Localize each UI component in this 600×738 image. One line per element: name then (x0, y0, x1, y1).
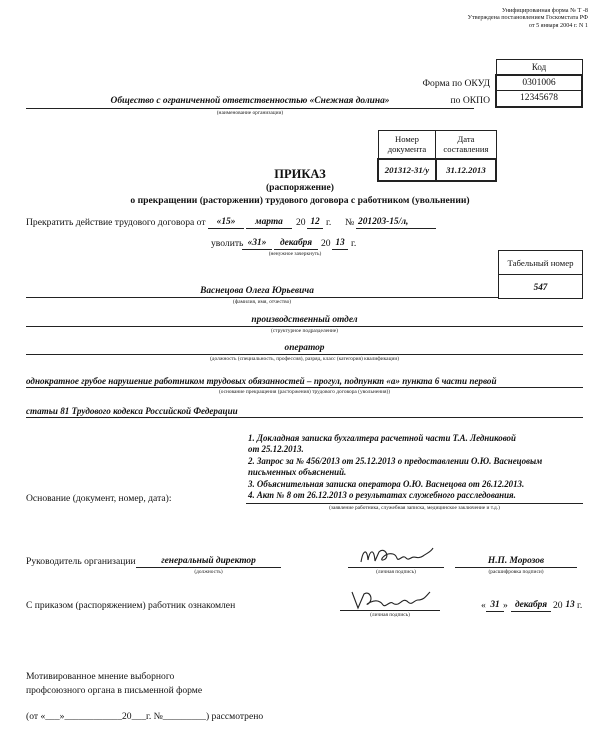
employee-name-caption: (фамилия, имя, отчество) (232, 299, 292, 305)
contract-day: «15» (216, 217, 236, 227)
header-line-3: от 5 января 2004 г. N 1 (528, 21, 588, 29)
okpo-value: 12345678 (496, 91, 582, 107)
dismiss-year-prefix: 20 (321, 238, 331, 249)
order-subtitle: (распоряжение) (265, 182, 335, 193)
ack-year-prefix: 20 (553, 600, 563, 611)
employee-signature-line (340, 610, 440, 611)
basis-item-3: 3. Объяснительная записка оператора О.Ю. Васнецова от 26.12.2013. (248, 478, 525, 489)
employee-department: производственный отдел (251, 315, 358, 325)
ack-month: декабря (514, 600, 548, 610)
doc-date-value: 31.12.2013 (436, 159, 496, 181)
basis-label: Основание (документ, номер, дата): (26, 493, 172, 504)
doc-number-header: Номер документа (378, 131, 436, 159)
contract-year-suffix: г. (326, 217, 332, 228)
ack-close-quote: » (503, 600, 508, 611)
okud-label: Форма по ОКУД (422, 78, 490, 89)
department-caption: (структурное подразделение) (270, 328, 338, 334)
ack-day: 31 (490, 600, 500, 610)
doc-number-value: 201312-31/у (378, 159, 436, 181)
dismiss-month: декабря (279, 238, 313, 248)
head-name-caption: (расшифровка подписи) (488, 569, 544, 575)
department-line (26, 326, 583, 327)
contract-number-sign: № (345, 217, 355, 228)
codes-table (495, 59, 583, 108)
dismiss-month-line (274, 249, 318, 250)
header-line-2: Утверждена постановлением Госкомстата РФ (467, 14, 588, 22)
head-label: Руководитель организации (26, 556, 136, 567)
basis-item-4: 4. Акт № 8 от 26.12.2013 о результатах служебного расследования. (248, 490, 516, 501)
dismiss-day: «31» (247, 238, 267, 248)
head-signature-caption: (личная подпись) (376, 569, 416, 575)
header-line-1: Унифицированная форма № Т -8 (501, 7, 588, 14)
codes-header: Код (496, 60, 582, 75)
ack-year-suffix: г. (577, 600, 583, 611)
grounds-line-1: однократное грубое нарушение работником трудовых обязанностей – прогул, подпункт «а» пункта 6 части первой (26, 376, 497, 386)
grounds-caption: (основание прекращения (расторжения) трудового договора (увольнения)) (218, 389, 391, 395)
basis-item-1: 1. Докладная записка бухгалтера расчетной части Т.А. Ледниковой (248, 433, 516, 443)
dismiss-label: уволить (211, 238, 244, 249)
contract-number: 201203-15/л, (358, 217, 409, 227)
head-name-line (455, 567, 577, 568)
basis-line (246, 503, 583, 504)
head-name: Н.П. Морозов (487, 556, 545, 566)
dismiss-year-suffix: г. (351, 238, 357, 249)
contract-number-line (356, 228, 436, 229)
grounds-line-1-rule (26, 387, 583, 388)
head-position-caption: (должность) (194, 569, 223, 575)
contract-year-line (307, 228, 323, 229)
contract-year: 12 (310, 217, 320, 227)
ack-year: 13 (565, 600, 575, 610)
dismiss-caption: (ненужное зачеркнуть) (268, 251, 322, 257)
basis-item-1-cont: от 25.12.2013. (248, 444, 304, 455)
union-line-2: профсоюзного органа в письменной форме (26, 685, 203, 696)
dismiss-year: 13 (335, 238, 345, 248)
employee-signature-caption: (личная подпись) (370, 612, 410, 618)
basis-caption: (заявление работника, служебная записка, медицинское заключение и т.д.) (329, 505, 500, 511)
order-description: о прекращении (расторжении) трудового договора с работником (увольнении) (130, 195, 470, 206)
ack-day-line (486, 611, 504, 612)
organization-caption: (наименование организации) (216, 110, 284, 116)
form-header (468, 7, 588, 29)
order-title: ПРИКАЗ (274, 167, 326, 181)
head-position: генеральный директор (161, 556, 256, 566)
okpo-label: по ОКПО (450, 95, 490, 106)
employee-position: оператор (284, 343, 325, 353)
union-considered: (от «___»____________20___г. №_________) рассмотрено (26, 711, 264, 722)
doc-date-header: Дата составления (436, 131, 496, 159)
position-caption: (должность (специальность, профессия), разряд, класс (категория) квалификации) (209, 356, 400, 362)
head-signature-image (355, 540, 437, 570)
basis-item-2-cont: письменных объяснений. (248, 467, 347, 478)
okud-value: 0301006 (496, 75, 582, 91)
tab-number-table (498, 250, 583, 299)
acknowledge-label: С приказом (распоряжением) работник ознакомлен (26, 600, 236, 611)
position-line (26, 354, 583, 355)
head-signature-line (348, 567, 444, 568)
dismiss-day-line (242, 249, 272, 250)
union-line-1: Мотивированное мнение выборного (26, 671, 175, 682)
grounds-line-2: статьи 81 Трудового кодекса Российской Федерации (26, 406, 238, 416)
employee-name: Васнецова Олега Юрьевича (200, 286, 314, 296)
organization-name: Общество с ограниченной ответственностью «Снежная долина» (110, 96, 390, 106)
ack-open-quote: « (481, 600, 486, 611)
basis-documents (248, 433, 588, 501)
head-position-line (136, 567, 281, 568)
contract-year-prefix: 20 (296, 217, 306, 228)
organization-line (26, 108, 474, 109)
tab-number-value: 547 (499, 275, 583, 299)
dismiss-year-line (332, 249, 348, 250)
contract-day-line (208, 228, 244, 229)
contract-label: Прекратить действие трудового договора от (26, 217, 206, 228)
basis-item-2: 2. Запрос за № 456/2013 от 25.12.2013 о предоставлении О.Ю. Васнецовым (248, 455, 543, 466)
contract-month: марта (255, 217, 283, 227)
employee-name-line (26, 297, 498, 298)
tab-number-label: Табельный номер (499, 251, 583, 275)
contract-month-line (246, 228, 292, 229)
grounds-line-2-rule (26, 417, 583, 418)
ack-month-line (511, 611, 551, 612)
